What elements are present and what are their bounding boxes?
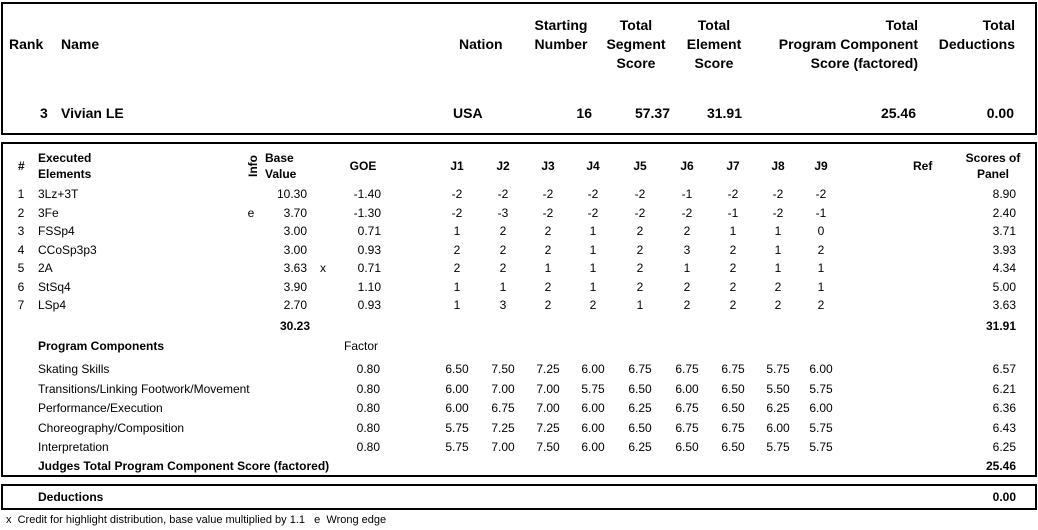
element-panel-score: 3.93 <box>992 242 1016 257</box>
judge-score: -2 <box>451 187 463 201</box>
judge-component-score: 5.75 <box>809 381 833 396</box>
element-panel-score: 2.40 <box>992 205 1016 220</box>
component-factor: 0.80 <box>356 401 380 416</box>
judge-score: 2 <box>774 298 782 312</box>
rank-label: Rank <box>9 36 44 52</box>
element-row <box>0 187 1038 205</box>
factor-header: Factor <box>344 339 379 353</box>
element-goe: -1.30 <box>353 205 381 220</box>
judge-header: J7 <box>726 159 740 173</box>
component-row <box>0 421 1038 439</box>
judge-component-score: 6.00 <box>445 401 469 416</box>
element-number: 2 <box>17 205 25 220</box>
judge-component-score: 7.50 <box>491 362 515 376</box>
judge-component-score: 6.00 <box>445 381 469 396</box>
judge-component-score: 5.50 <box>766 381 790 396</box>
judge-score: 2 <box>817 298 825 312</box>
judge-header: J6 <box>680 159 694 173</box>
element-base-value: 2.70 <box>283 298 307 312</box>
judge-component-score: 7.25 <box>536 362 560 376</box>
nation-label: Nation <box>459 36 503 52</box>
executed-elements-header: Executed Elements <box>38 151 92 181</box>
judge-component-score: 6.50 <box>445 362 469 376</box>
judge-component-score: 6.25 <box>628 401 652 416</box>
judge-score: 1 <box>589 279 597 294</box>
judge-score: -2 <box>587 205 599 220</box>
judge-score: -2 <box>451 205 463 220</box>
judge-component-score: 6.75 <box>675 401 699 416</box>
judge-component-score: 7.00 <box>536 401 560 416</box>
base-value-header: Base Value <box>265 151 297 181</box>
element-bonus-marker: x <box>320 261 326 275</box>
element-base-value: 3.00 <box>283 242 307 257</box>
skater-total-deductions: 0.00 <box>986 105 1014 121</box>
component-name: Performance/Execution <box>38 401 163 416</box>
judge-score: -2 <box>634 205 646 220</box>
judge-score: -1 <box>681 187 693 201</box>
judge-score: 1 <box>817 261 825 275</box>
judge-score: 2 <box>499 224 507 238</box>
judge-component-score: 6.00 <box>581 440 605 455</box>
judge-component-score: 7.00 <box>491 381 515 396</box>
judge-score: 3 <box>683 242 691 257</box>
judge-component-score: 7.50 <box>536 440 560 455</box>
judge-score: 2 <box>774 279 782 294</box>
judge-score: 2 <box>499 242 507 257</box>
judge-component-score: 6.50 <box>721 440 745 455</box>
judge-score: 2 <box>729 279 737 294</box>
judge-component-score: 6.75 <box>721 420 745 435</box>
element-panel-score: 5.00 <box>992 279 1016 294</box>
judge-score: 1 <box>683 261 691 275</box>
judge-score: 1 <box>774 224 782 238</box>
element-goe: 0.71 <box>357 261 381 275</box>
component-factor: 0.80 <box>356 440 380 455</box>
total-deductions-label: Total Deductions <box>938 17 1015 52</box>
judge-component-score: 5.75 <box>445 420 469 435</box>
component-panel-score: 6.21 <box>992 381 1016 396</box>
deductions-value: 0.00 <box>992 490 1016 504</box>
element-panel-score: 3.63 <box>992 298 1016 312</box>
judge-score: 2 <box>729 261 737 275</box>
name-label: Name <box>61 36 100 52</box>
component-factor: 0.80 <box>356 420 380 435</box>
judge-score: 1 <box>589 242 597 257</box>
element-row <box>0 206 1038 224</box>
judge-score: -2 <box>542 205 554 220</box>
judge-score: -2 <box>815 187 827 201</box>
judge-component-score: 7.00 <box>536 381 560 396</box>
skater-total-pcs: 25.46 <box>880 105 916 121</box>
element-number: 5 <box>17 261 25 275</box>
base-value-total: 30.23 <box>279 319 310 333</box>
pcs-total-label: Judges Total Program Component Score (factored) <box>38 459 330 473</box>
element-name: CCoSp3p3 <box>38 242 97 257</box>
element-panel-score: 4.34 <box>992 261 1016 275</box>
element-goe: 0.93 <box>357 242 381 257</box>
judge-score: 2 <box>636 242 644 257</box>
component-factor: 0.80 <box>356 362 380 376</box>
judge-component-score: 6.00 <box>675 381 699 396</box>
component-panel-score: 6.57 <box>992 362 1016 376</box>
judge-component-score: 6.00 <box>581 401 605 416</box>
judge-component-score: 6.75 <box>675 362 699 376</box>
judge-score: -1 <box>815 205 827 220</box>
judge-score: 2 <box>544 224 552 238</box>
ref-header: Ref <box>913 159 933 173</box>
judge-header: J3 <box>541 159 555 173</box>
judge-score: -2 <box>497 187 509 201</box>
judge-score: 2 <box>729 298 737 312</box>
judge-score: 1 <box>544 261 552 275</box>
element-info: e <box>247 205 255 220</box>
judge-score: 1 <box>774 261 782 275</box>
judge-score: 3 <box>499 298 507 312</box>
element-name: StSq4 <box>38 279 71 294</box>
judge-score: -2 <box>587 187 599 201</box>
judge-component-score: 6.50 <box>628 381 652 396</box>
judge-score: 1 <box>499 279 507 294</box>
component-panel-score: 6.43 <box>992 420 1016 435</box>
judge-score: -2 <box>634 187 646 201</box>
component-row <box>0 401 1038 419</box>
judge-component-score: 5.75 <box>445 440 469 455</box>
judge-score: 1 <box>774 242 782 257</box>
element-number: 3 <box>17 224 25 238</box>
element-base-value: 3.70 <box>283 205 307 220</box>
deductions-label: Deductions <box>38 490 104 504</box>
judge-score: 2 <box>453 242 461 257</box>
skater-nation: USA <box>453 105 483 121</box>
element-number: 4 <box>17 242 25 257</box>
element-row <box>0 298 1038 316</box>
judge-score: -2 <box>772 205 784 220</box>
total-pcs-label: Total Program Component Score (factored) <box>778 17 918 71</box>
judge-score: -3 <box>497 205 509 220</box>
judge-score: -2 <box>542 187 554 201</box>
judge-score: 1 <box>453 279 461 294</box>
goe-header: GOE <box>349 159 377 173</box>
judge-component-score: 6.75 <box>721 362 745 376</box>
judge-score: 2 <box>589 298 597 312</box>
panel-elements-total: 31.91 <box>985 319 1016 333</box>
judge-component-score: 5.75 <box>766 362 790 376</box>
judge-score: -1 <box>727 205 739 220</box>
element-row <box>0 243 1038 261</box>
judge-score: 1 <box>589 261 597 275</box>
elements-num-header: # <box>18 159 25 173</box>
element-goe: -1.40 <box>353 187 381 201</box>
skater-starting-number: 16 <box>576 105 592 121</box>
element-number: 7 <box>17 298 25 312</box>
component-name: Skating Skills <box>38 362 110 376</box>
component-name: Choreography/Composition <box>38 420 185 435</box>
element-base-value: 3.00 <box>283 224 307 238</box>
judge-score: 1 <box>817 279 825 294</box>
judge-score: 2 <box>544 298 552 312</box>
element-row <box>0 280 1038 298</box>
footnote: x Credit for highlight distribution, base value multiplied by 1.1 e Wrong edge <box>6 514 387 526</box>
judge-score: 2 <box>683 224 691 238</box>
judge-score: -2 <box>727 187 739 201</box>
judge-score: 2 <box>544 279 552 294</box>
total-segment-score-label: Total Segment Score <box>606 17 666 71</box>
scores-of-panel-header: Scores of Panel <box>965 151 1021 181</box>
judge-score: 2 <box>636 279 644 294</box>
judge-score: 1 <box>636 298 644 312</box>
judge-header: J8 <box>771 159 785 173</box>
component-row <box>0 362 1038 380</box>
judge-header: J5 <box>633 159 647 173</box>
skater-name: Vivian LE <box>61 105 124 121</box>
judge-component-score: 6.00 <box>809 401 833 416</box>
deductions-box <box>1 484 1037 510</box>
judge-score: 2 <box>636 224 644 238</box>
judge-component-score: 5.75 <box>809 440 833 455</box>
info-header: Info <box>246 155 260 177</box>
judge-component-score: 6.50 <box>721 381 745 396</box>
judge-score: 1 <box>729 224 737 238</box>
element-row <box>0 261 1038 279</box>
judge-score: -2 <box>772 187 784 201</box>
element-goe: 0.71 <box>357 224 381 238</box>
judge-component-score: 6.00 <box>581 362 605 376</box>
element-base-value: 3.63 <box>283 261 307 275</box>
judge-component-score: 5.75 <box>766 440 790 455</box>
element-row <box>0 224 1038 242</box>
judge-component-score: 6.75 <box>491 401 515 416</box>
pcs-total-value: 25.46 <box>985 459 1016 473</box>
element-goe: 1.10 <box>357 279 381 294</box>
judge-score: 2 <box>453 261 461 275</box>
judge-header: J2 <box>496 159 510 173</box>
judge-header: J1 <box>450 159 464 173</box>
starting-number-label: Starting Number <box>534 17 588 52</box>
skater-rank: 3 <box>40 105 48 121</box>
judge-score: 2 <box>817 242 825 257</box>
judge-component-score: 5.75 <box>581 381 605 396</box>
element-panel-score: 8.90 <box>992 187 1016 201</box>
component-row <box>0 440 1038 458</box>
element-goe: 0.93 <box>357 298 381 312</box>
judge-component-score: 7.00 <box>491 440 515 455</box>
judge-component-score: 7.25 <box>491 420 515 435</box>
component-name: Interpretation <box>38 440 109 455</box>
judge-score: -2 <box>681 205 693 220</box>
judge-component-score: 6.75 <box>628 362 652 376</box>
judge-header: J9 <box>814 159 828 173</box>
element-base-value: 10.30 <box>276 187 307 201</box>
program-components-title: Program Components <box>38 339 165 353</box>
judge-component-score: 6.50 <box>721 401 745 416</box>
element-base-value: 3.90 <box>283 279 307 294</box>
judge-score: 2 <box>683 298 691 312</box>
skater-total-element-score: 31.91 <box>706 105 742 121</box>
component-row <box>0 382 1038 400</box>
component-factor: 0.80 <box>356 381 380 396</box>
element-name: FSSp4 <box>38 224 75 238</box>
judge-score: 1 <box>453 298 461 312</box>
judge-component-score: 6.25 <box>628 440 652 455</box>
judge-score: 0 <box>817 224 825 238</box>
component-panel-score: 6.25 <box>992 440 1016 455</box>
element-name: LSp4 <box>38 298 67 312</box>
element-number: 6 <box>17 279 25 294</box>
judge-score: 1 <box>453 224 461 238</box>
total-element-score-label: Total Element Score <box>686 17 742 71</box>
judge-score: 2 <box>683 279 691 294</box>
judge-score: 2 <box>544 242 552 257</box>
judge-component-score: 6.50 <box>628 420 652 435</box>
element-panel-score: 3.71 <box>992 224 1016 238</box>
judge-component-score: 6.00 <box>581 420 605 435</box>
judge-component-score: 6.25 <box>766 401 790 416</box>
judge-score: 2 <box>636 261 644 275</box>
judge-score: 1 <box>589 224 597 238</box>
judge-component-score: 6.50 <box>675 440 699 455</box>
judge-component-score: 6.00 <box>766 420 790 435</box>
judge-score: 2 <box>729 242 737 257</box>
judge-component-score: 6.75 <box>675 420 699 435</box>
skater-total-segment-score: 57.37 <box>634 105 670 121</box>
component-panel-score: 6.36 <box>992 401 1016 416</box>
element-name: 2A <box>38 261 53 275</box>
judge-component-score: 7.25 <box>536 420 560 435</box>
judge-score: 2 <box>499 261 507 275</box>
element-number: 1 <box>17 187 25 201</box>
judge-header: J4 <box>586 159 600 173</box>
component-name: Transitions/Linking Footwork/Movement <box>38 381 250 396</box>
judge-component-score: 5.75 <box>809 420 833 435</box>
element-name: 3Lz+3T <box>38 187 79 201</box>
element-name: 3Fe <box>38 205 59 220</box>
judge-component-score: 6.00 <box>809 362 833 376</box>
